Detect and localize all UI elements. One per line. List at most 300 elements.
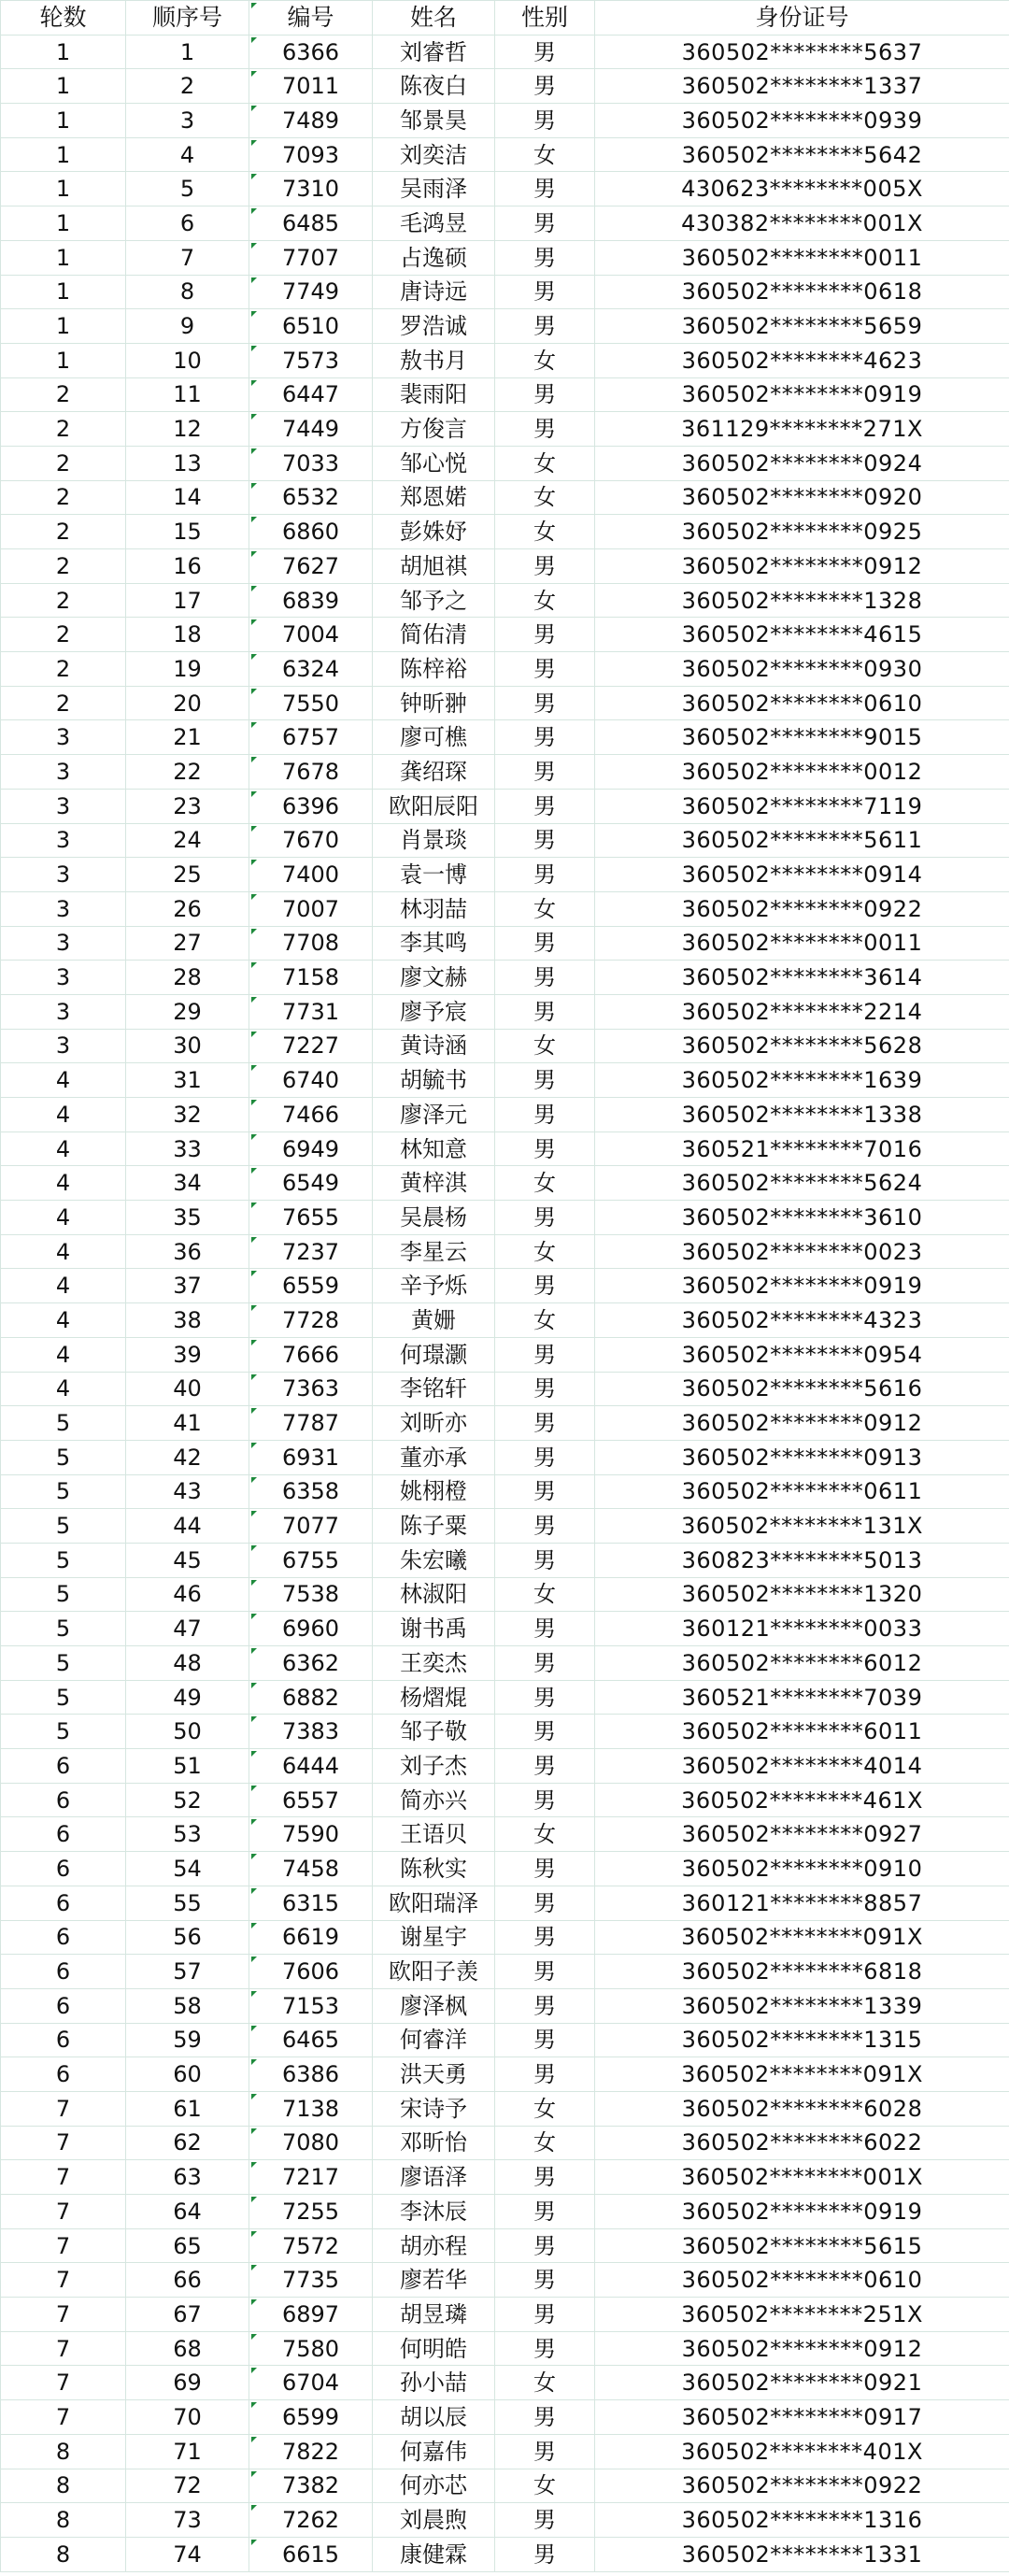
cell-code[interactable]: 6755	[249, 1543, 373, 1577]
cell-round[interactable]: 6	[1, 2057, 126, 2092]
cell-code[interactable]: 6532	[249, 480, 373, 515]
cell-id[interactable]: 360502********0924	[595, 446, 1009, 480]
cell-order[interactable]: 12	[126, 412, 249, 447]
cell-round[interactable]: 6	[1, 1920, 126, 1955]
cell-name[interactable]: 李其鸣	[373, 926, 495, 961]
cell-code[interactable]: 6949	[249, 1131, 373, 1166]
cell-gender[interactable]: 男	[495, 2434, 595, 2469]
cell-round[interactable]: 2	[1, 480, 126, 515]
cell-name[interactable]: 辛予烁	[373, 1269, 495, 1303]
cell-id[interactable]: 360502********131X	[595, 1509, 1009, 1544]
cell-id[interactable]: 360121********8857	[595, 1886, 1009, 1920]
cell-name[interactable]: 陈子粟	[373, 1509, 495, 1544]
cell-code[interactable]: 7011	[249, 69, 373, 104]
cell-round[interactable]: 4	[1, 1303, 126, 1338]
cell-name[interactable]: 何睿洋	[373, 2023, 495, 2057]
cell-name[interactable]: 袁一博	[373, 858, 495, 892]
cell-id[interactable]: 360502********0954	[595, 1337, 1009, 1372]
cell-round[interactable]: 6	[1, 1749, 126, 1784]
cell-gender[interactable]: 男	[495, 1063, 595, 1098]
cell-id[interactable]: 360502********5637	[595, 35, 1009, 69]
cell-round[interactable]: 4	[1, 1166, 126, 1201]
cell-gender[interactable]: 女	[495, 480, 595, 515]
cell-gender[interactable]: 男	[495, 1474, 595, 1509]
cell-order[interactable]: 30	[126, 1029, 249, 1063]
cell-code[interactable]: 7080	[249, 2126, 373, 2160]
cell-round[interactable]: 4	[1, 1063, 126, 1098]
cell-round[interactable]: 5	[1, 1406, 126, 1441]
cell-gender[interactable]: 女	[495, 446, 595, 480]
cell-order[interactable]: 29	[126, 994, 249, 1029]
cell-code[interactable]: 6510	[249, 309, 373, 344]
cell-round[interactable]: 7	[1, 2298, 126, 2332]
cell-gender[interactable]: 女	[495, 1303, 595, 1338]
cell-round[interactable]: 8	[1, 2469, 126, 2503]
cell-gender[interactable]: 男	[495, 1646, 595, 1681]
cell-order[interactable]: 41	[126, 1406, 249, 1441]
cell-code[interactable]: 6619	[249, 1920, 373, 1955]
cell-gender[interactable]: 男	[495, 1612, 595, 1646]
cell-code[interactable]: 7627	[249, 549, 373, 584]
cell-code[interactable]: 7822	[249, 2434, 373, 2469]
cell-code[interactable]: 7449	[249, 412, 373, 447]
cell-code[interactable]: 6396	[249, 789, 373, 823]
cell-code[interactable]: 7708	[249, 926, 373, 961]
cell-id[interactable]: 360502********6818	[595, 1955, 1009, 1989]
cell-name[interactable]: 简佑清	[373, 618, 495, 652]
cell-code[interactable]: 6549	[249, 1166, 373, 1201]
cell-name[interactable]: 何明皓	[373, 2331, 495, 2366]
cell-id[interactable]: 360502********1315	[595, 2023, 1009, 2057]
cell-gender[interactable]: 男	[495, 2023, 595, 2057]
cell-gender[interactable]: 男	[495, 549, 595, 584]
cell-gender[interactable]: 男	[495, 1920, 595, 1955]
cell-order[interactable]: 61	[126, 2091, 249, 2126]
cell-order[interactable]: 1	[126, 35, 249, 69]
cell-code[interactable]: 6358	[249, 1474, 373, 1509]
cell-id[interactable]: 360502********7119	[595, 789, 1009, 823]
cell-order[interactable]: 64	[126, 2195, 249, 2229]
cell-name[interactable]: 林知意	[373, 1131, 495, 1166]
cell-round[interactable]: 2	[1, 377, 126, 412]
cell-name[interactable]: 李铭轩	[373, 1372, 495, 1406]
cell-round[interactable]: 5	[1, 1715, 126, 1749]
cell-id[interactable]: 360502********091X	[595, 1920, 1009, 1955]
cell-code[interactable]: 7538	[249, 1577, 373, 1612]
cell-gender[interactable]: 男	[495, 1406, 595, 1441]
cell-code[interactable]: 7489	[249, 104, 373, 138]
cell-order[interactable]: 10	[126, 343, 249, 377]
cell-id[interactable]: 360502********5624	[595, 1166, 1009, 1201]
cell-gender[interactable]: 男	[495, 104, 595, 138]
cell-round[interactable]: 3	[1, 858, 126, 892]
cell-gender[interactable]: 男	[495, 1509, 595, 1544]
cell-id[interactable]: 360502********4615	[595, 618, 1009, 652]
cell-code[interactable]: 6559	[249, 1269, 373, 1303]
cell-name[interactable]: 占逸硕	[373, 240, 495, 275]
cell-code[interactable]: 6860	[249, 515, 373, 549]
cell-round[interactable]: 4	[1, 1201, 126, 1235]
cell-name[interactable]: 谢书禹	[373, 1612, 495, 1646]
cell-id[interactable]: 360502********2214	[595, 994, 1009, 1029]
cell-code[interactable]: 7400	[249, 858, 373, 892]
cell-id[interactable]: 360502********0618	[595, 275, 1009, 309]
cell-round[interactable]: 6	[1, 1852, 126, 1886]
cell-order[interactable]: 59	[126, 2023, 249, 2057]
cell-name[interactable]: 陈秋实	[373, 1852, 495, 1886]
cell-gender[interactable]: 女	[495, 2126, 595, 2160]
cell-gender[interactable]: 男	[495, 2263, 595, 2298]
cell-gender[interactable]: 男	[495, 275, 595, 309]
cell-gender[interactable]: 女	[495, 2469, 595, 2503]
cell-name[interactable]: 刘晨煦	[373, 2503, 495, 2538]
cell-round[interactable]: 7	[1, 2126, 126, 2160]
cell-id[interactable]: 360502********0011	[595, 926, 1009, 961]
cell-name[interactable]: 方俊言	[373, 412, 495, 447]
cell-round[interactable]: 4	[1, 1337, 126, 1372]
cell-id[interactable]: 360502********0012	[595, 755, 1009, 790]
cell-name[interactable]: 刘昕亦	[373, 1406, 495, 1441]
cell-round[interactable]: 4	[1, 1269, 126, 1303]
cell-gender[interactable]: 男	[495, 618, 595, 652]
cell-order[interactable]: 42	[126, 1440, 249, 1474]
header-round[interactable]: 轮数	[1, 1, 126, 36]
cell-round[interactable]: 2	[1, 652, 126, 687]
cell-name[interactable]: 宋诗予	[373, 2091, 495, 2126]
cell-order[interactable]: 44	[126, 1509, 249, 1544]
cell-gender[interactable]: 男	[495, 1098, 595, 1132]
cell-order[interactable]: 60	[126, 2057, 249, 2092]
cell-id[interactable]: 360502********6028	[595, 2091, 1009, 2126]
cell-name[interactable]: 欧阳子羡	[373, 1955, 495, 1989]
cell-gender[interactable]: 男	[495, 789, 595, 823]
cell-id[interactable]: 360502********0910	[595, 1852, 1009, 1886]
cell-order[interactable]: 21	[126, 720, 249, 755]
cell-name[interactable]: 邓昕怡	[373, 2126, 495, 2160]
header-name[interactable]: 姓名	[373, 1, 495, 36]
cell-name[interactable]: 裴雨阳	[373, 377, 495, 412]
cell-name[interactable]: 廖可樵	[373, 720, 495, 755]
cell-id[interactable]: 360502********0922	[595, 891, 1009, 926]
cell-gender[interactable]: 男	[495, 2298, 595, 2332]
cell-code[interactable]: 7077	[249, 1509, 373, 1544]
cell-round[interactable]: 7	[1, 2160, 126, 2195]
cell-id[interactable]: 360502********0011	[595, 240, 1009, 275]
cell-gender[interactable]: 男	[495, 377, 595, 412]
cell-name[interactable]: 林淑阳	[373, 1577, 495, 1612]
cell-id[interactable]: 430623********005X	[595, 172, 1009, 206]
cell-gender[interactable]: 男	[495, 2057, 595, 2092]
cell-code[interactable]: 6315	[249, 1886, 373, 1920]
cell-code[interactable]: 6704	[249, 2366, 373, 2400]
cell-order[interactable]: 47	[126, 1612, 249, 1646]
cell-name[interactable]: 钟昕翀	[373, 686, 495, 720]
cell-order[interactable]: 52	[126, 1783, 249, 1817]
cell-code[interactable]: 7033	[249, 446, 373, 480]
cell-id[interactable]: 360502********091X	[595, 2057, 1009, 2092]
cell-code[interactable]: 6366	[249, 35, 373, 69]
cell-order[interactable]: 22	[126, 755, 249, 790]
cell-name[interactable]: 刘奕洁	[373, 137, 495, 172]
cell-code[interactable]: 7363	[249, 1372, 373, 1406]
cell-name[interactable]: 邹心悦	[373, 446, 495, 480]
cell-order[interactable]: 11	[126, 377, 249, 412]
cell-code[interactable]: 6557	[249, 1783, 373, 1817]
cell-order[interactable]: 48	[126, 1646, 249, 1681]
cell-name[interactable]: 朱宏曦	[373, 1543, 495, 1577]
cell-name[interactable]: 孙小喆	[373, 2366, 495, 2400]
cell-order[interactable]: 73	[126, 2503, 249, 2538]
cell-id[interactable]: 360502********0925	[595, 515, 1009, 549]
cell-order[interactable]: 65	[126, 2228, 249, 2263]
cell-gender[interactable]: 男	[495, 720, 595, 755]
cell-gender[interactable]: 男	[495, 686, 595, 720]
cell-code[interactable]: 6599	[249, 2400, 373, 2435]
cell-name[interactable]: 罗浩诚	[373, 309, 495, 344]
cell-round[interactable]: 4	[1, 1098, 126, 1132]
cell-order[interactable]: 56	[126, 1920, 249, 1955]
cell-name[interactable]: 谢星宇	[373, 1920, 495, 1955]
cell-gender[interactable]: 男	[495, 1715, 595, 1749]
cell-code[interactable]: 7787	[249, 1406, 373, 1441]
cell-round[interactable]: 1	[1, 206, 126, 241]
cell-code[interactable]: 7007	[249, 891, 373, 926]
cell-code[interactable]: 6615	[249, 2537, 373, 2571]
cell-name[interactable]: 姚栩橙	[373, 1474, 495, 1509]
cell-gender[interactable]: 男	[495, 858, 595, 892]
cell-gender[interactable]: 女	[495, 1166, 595, 1201]
cell-order[interactable]: 13	[126, 446, 249, 480]
cell-gender[interactable]: 女	[495, 343, 595, 377]
cell-order[interactable]: 45	[126, 1543, 249, 1577]
cell-id[interactable]: 361129********271X	[595, 412, 1009, 447]
cell-order[interactable]: 32	[126, 1098, 249, 1132]
cell-id[interactable]: 360502********6011	[595, 1715, 1009, 1749]
cell-id[interactable]: 360502********0930	[595, 652, 1009, 687]
cell-round[interactable]: 8	[1, 2537, 126, 2571]
cell-round[interactable]: 1	[1, 137, 126, 172]
cell-code[interactable]: 6444	[249, 1749, 373, 1784]
header-id[interactable]: 身份证号	[595, 1, 1009, 36]
cell-round[interactable]: 6	[1, 2023, 126, 2057]
cell-order[interactable]: 51	[126, 1749, 249, 1784]
cell-code[interactable]: 7217	[249, 2160, 373, 2195]
cell-name[interactable]: 廖若华	[373, 2263, 495, 2298]
cell-order[interactable]: 4	[126, 137, 249, 172]
cell-order[interactable]: 53	[126, 1817, 249, 1852]
cell-round[interactable]: 7	[1, 2228, 126, 2263]
cell-round[interactable]: 7	[1, 2263, 126, 2298]
cell-order[interactable]: 39	[126, 1337, 249, 1372]
cell-order[interactable]: 17	[126, 583, 249, 618]
cell-code[interactable]: 7138	[249, 2091, 373, 2126]
cell-id[interactable]: 360502********0920	[595, 480, 1009, 515]
cell-order[interactable]: 20	[126, 686, 249, 720]
cell-id[interactable]: 360502********0023	[595, 1234, 1009, 1269]
cell-code[interactable]: 6447	[249, 377, 373, 412]
header-code[interactable]: 编号	[249, 1, 373, 36]
cell-gender[interactable]: 男	[495, 1680, 595, 1715]
cell-gender[interactable]: 女	[495, 1817, 595, 1852]
cell-code[interactable]: 6386	[249, 2057, 373, 2092]
cell-gender[interactable]: 女	[495, 891, 595, 926]
cell-gender[interactable]: 男	[495, 35, 595, 69]
cell-round[interactable]: 4	[1, 1372, 126, 1406]
cell-id[interactable]: 360521********7039	[595, 1680, 1009, 1715]
cell-order[interactable]: 40	[126, 1372, 249, 1406]
cell-round[interactable]: 1	[1, 309, 126, 344]
cell-gender[interactable]: 男	[495, 1852, 595, 1886]
cell-code[interactable]: 7153	[249, 1988, 373, 2023]
cell-gender[interactable]: 女	[495, 515, 595, 549]
cell-gender[interactable]: 男	[495, 2537, 595, 2571]
cell-name[interactable]: 胡昱璘	[373, 2298, 495, 2332]
cell-order[interactable]: 18	[126, 618, 249, 652]
cell-name[interactable]: 唐诗远	[373, 275, 495, 309]
cell-name[interactable]: 林羽喆	[373, 891, 495, 926]
cell-round[interactable]: 1	[1, 35, 126, 69]
cell-round[interactable]: 3	[1, 1029, 126, 1063]
cell-id[interactable]: 360502********5611	[595, 823, 1009, 858]
cell-order[interactable]: 71	[126, 2434, 249, 2469]
cell-gender[interactable]: 男	[495, 206, 595, 241]
cell-id[interactable]: 360502********5628	[595, 1029, 1009, 1063]
cell-id[interactable]: 360502********0611	[595, 1474, 1009, 1509]
cell-id[interactable]: 360121********0033	[595, 1612, 1009, 1646]
cell-id[interactable]: 360502********4623	[595, 343, 1009, 377]
cell-code[interactable]: 7310	[249, 172, 373, 206]
cell-id[interactable]: 360502********0610	[595, 686, 1009, 720]
cell-name[interactable]: 廖文赫	[373, 961, 495, 995]
cell-name[interactable]: 何嘉伟	[373, 2434, 495, 2469]
cell-name[interactable]: 黄梓淇	[373, 1166, 495, 1201]
cell-round[interactable]: 3	[1, 720, 126, 755]
cell-round[interactable]: 2	[1, 686, 126, 720]
cell-order[interactable]: 15	[126, 515, 249, 549]
cell-order[interactable]: 49	[126, 1680, 249, 1715]
cell-id[interactable]: 360502********5642	[595, 137, 1009, 172]
cell-id[interactable]: 360823********5013	[595, 1543, 1009, 1577]
cell-code[interactable]: 7227	[249, 1029, 373, 1063]
cell-id[interactable]: 360502********001X	[595, 2160, 1009, 2195]
cell-code[interactable]: 7580	[249, 2331, 373, 2366]
cell-order[interactable]: 34	[126, 1166, 249, 1201]
cell-code[interactable]: 7670	[249, 823, 373, 858]
header-gender[interactable]: 性别	[495, 1, 595, 36]
cell-round[interactable]: 1	[1, 104, 126, 138]
cell-order[interactable]: 55	[126, 1886, 249, 1920]
cell-order[interactable]: 72	[126, 2469, 249, 2503]
cell-round[interactable]: 7	[1, 2091, 126, 2126]
cell-id[interactable]: 360502********6022	[595, 2126, 1009, 2160]
cell-order[interactable]: 57	[126, 1955, 249, 1989]
cell-round[interactable]: 7	[1, 2331, 126, 2366]
cell-code[interactable]: 6882	[249, 1680, 373, 1715]
cell-order[interactable]: 2	[126, 69, 249, 104]
cell-name[interactable]: 邹景昊	[373, 104, 495, 138]
cell-id[interactable]: 360502********0919	[595, 377, 1009, 412]
cell-round[interactable]: 7	[1, 2366, 126, 2400]
cell-order[interactable]: 5	[126, 172, 249, 206]
cell-id[interactable]: 360502********4323	[595, 1303, 1009, 1338]
cell-gender[interactable]: 男	[495, 1543, 595, 1577]
cell-id[interactable]: 360502********1339	[595, 1988, 1009, 2023]
cell-name[interactable]: 邹子敬	[373, 1715, 495, 1749]
cell-gender[interactable]: 男	[495, 823, 595, 858]
cell-order[interactable]: 31	[126, 1063, 249, 1098]
cell-round[interactable]: 3	[1, 755, 126, 790]
cell-id[interactable]: 360502********3614	[595, 961, 1009, 995]
cell-order[interactable]: 36	[126, 1234, 249, 1269]
cell-order[interactable]: 27	[126, 926, 249, 961]
cell-id[interactable]: 360502********1320	[595, 1577, 1009, 1612]
cell-gender[interactable]: 男	[495, 2331, 595, 2366]
cell-name[interactable]: 胡亦程	[373, 2228, 495, 2263]
cell-code[interactable]: 6465	[249, 2023, 373, 2057]
cell-id[interactable]: 360502********9015	[595, 720, 1009, 755]
cell-code[interactable]: 7573	[249, 343, 373, 377]
cell-round[interactable]: 7	[1, 2195, 126, 2229]
cell-code[interactable]: 7382	[249, 2469, 373, 2503]
cell-code[interactable]: 7606	[249, 1955, 373, 1989]
cell-code[interactable]: 6960	[249, 1612, 373, 1646]
cell-order[interactable]: 69	[126, 2366, 249, 2400]
cell-round[interactable]: 2	[1, 549, 126, 584]
cell-round[interactable]: 5	[1, 1440, 126, 1474]
cell-name[interactable]: 龚绍琛	[373, 755, 495, 790]
cell-round[interactable]: 3	[1, 823, 126, 858]
cell-gender[interactable]: 男	[495, 1440, 595, 1474]
cell-name[interactable]: 欧阳辰阳	[373, 789, 495, 823]
cell-code[interactable]: 7731	[249, 994, 373, 1029]
cell-name[interactable]: 王奕杰	[373, 1646, 495, 1681]
cell-name[interactable]: 廖泽元	[373, 1098, 495, 1132]
cell-code[interactable]: 7004	[249, 618, 373, 652]
cell-order[interactable]: 70	[126, 2400, 249, 2435]
cell-order[interactable]: 46	[126, 1577, 249, 1612]
cell-gender[interactable]: 男	[495, 1783, 595, 1817]
cell-name[interactable]: 董亦承	[373, 1440, 495, 1474]
cell-id[interactable]: 360502********0912	[595, 1406, 1009, 1441]
cell-id[interactable]: 360502********4014	[595, 1749, 1009, 1784]
cell-id[interactable]: 360502********3610	[595, 1201, 1009, 1235]
cell-id[interactable]: 360502********5616	[595, 1372, 1009, 1406]
cell-name[interactable]: 何璟灏	[373, 1337, 495, 1372]
cell-id[interactable]: 360502********0921	[595, 2366, 1009, 2400]
cell-id[interactable]: 360502********0919	[595, 1269, 1009, 1303]
cell-order[interactable]: 38	[126, 1303, 249, 1338]
header-order[interactable]: 顺序号	[126, 1, 249, 36]
cell-round[interactable]: 6	[1, 1988, 126, 2023]
cell-round[interactable]: 3	[1, 789, 126, 823]
cell-round[interactable]: 1	[1, 240, 126, 275]
cell-id[interactable]: 360502********0927	[595, 1817, 1009, 1852]
cell-id[interactable]: 360502********1328	[595, 583, 1009, 618]
cell-gender[interactable]: 男	[495, 1886, 595, 1920]
cell-id[interactable]: 360502********0919	[595, 2195, 1009, 2229]
cell-code[interactable]: 7550	[249, 686, 373, 720]
cell-id[interactable]: 360502********1316	[595, 2503, 1009, 2538]
cell-order[interactable]: 8	[126, 275, 249, 309]
cell-round[interactable]: 6	[1, 1886, 126, 1920]
cell-code[interactable]: 7466	[249, 1098, 373, 1132]
cell-round[interactable]: 1	[1, 275, 126, 309]
cell-gender[interactable]: 男	[495, 926, 595, 961]
cell-order[interactable]: 66	[126, 2263, 249, 2298]
cell-gender[interactable]: 男	[495, 1201, 595, 1235]
cell-order[interactable]: 33	[126, 1131, 249, 1166]
cell-code[interactable]: 6485	[249, 206, 373, 241]
